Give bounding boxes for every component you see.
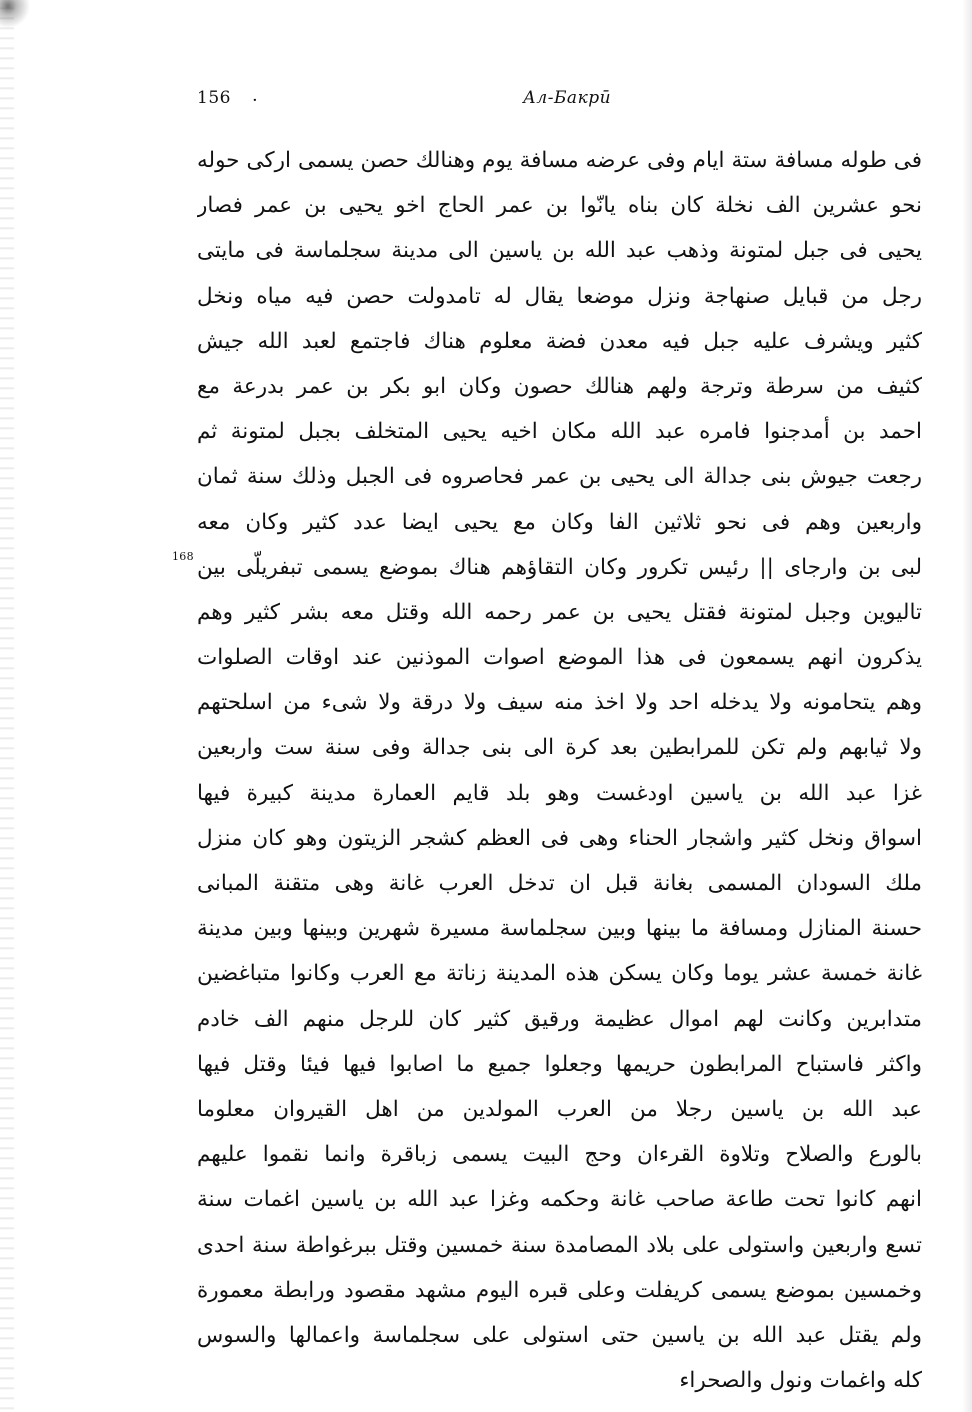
text-line: غزا عبد الله بن ياسين اودغست وهو بلد قايم العمارة مدينة كبيرة فيها (197, 780, 922, 806)
text-line: ملك السودان المسمى بغانة قبل ان تدخل العرب غانة وهى متقنة المبانى (197, 871, 922, 896)
text-line: احمد بن أمدجنوا فامره عبد الله مكان اخيه يحيى المتخلف بجبل لمتونة ثم (197, 419, 922, 445)
text-line: نحو عشرين الف نخلة كان بناه يانّوا بن عمر الحاج اخو يحيى بن عمر فصار (197, 193, 922, 219)
text-line: اسواق ونخل كثير واشجار الحناء وهى فى العظم كشجر الزيتون وهو كان منزل (197, 825, 922, 851)
text-line: يحيى فى جبل لمتونة وذهب عبد الله بن ياسين الى مدينة سجلماسة فى مايتى (197, 238, 922, 264)
arabic-text-block (197, 138, 922, 1403)
text-line: يذكرون انهم يسمعون فى هذا الموضع اصوات الموذنين عند اوقات الصلوات (197, 645, 922, 671)
text-line: حسنة المنازل ومسافة ما بينها وبين سجلماسة مسيرة شهرين وبينها وبين مدينة (197, 916, 922, 942)
text-line: تسع واربعين واستولى على بلاد المصامدة سنة خمسين وقتل ببرغواطة سنة احدى (197, 1232, 922, 1258)
text-line: ولا ثيابهم ولم تكن للمرابطين بعد كرة الى بنى جدالة وفى سنة ست واربعين (197, 735, 922, 761)
text-line: عبد الله بن ياسين رجلا من العرب المولدين من اهل القيروان معلوما (197, 1096, 922, 1122)
text-line: رجعت جيوش بنى جدالة الى يحيى بن عمر فحاصروه فى الجبل وذلك سنة ثمان (197, 464, 922, 490)
text-line: متدابرين وكانت لهم اموال عظيمة ورقيق كثير كان للرجل منهم الف خادم (197, 1006, 922, 1032)
text-line: وهم يتحامونه ولا يدخله احد ولا اخذ منه سيف ولا درقة ولا شىء من اسلحتهم (197, 690, 922, 716)
text-line: ولم يقتل عبد الله بن ياسين حتى استولى على سجلماسة واعمالها والسوس (197, 1322, 922, 1348)
page-header (197, 88, 923, 112)
text-line: كثيف من سرطة وترجة ولهم هنالك حصون وكان ابو بكر بن عمر بدرعة مع (197, 373, 922, 399)
text-line: انهم كانوا تحت طاعة صاحب غانة وحكمه وغزا عبد الله بن ياسين اغمات سنة (197, 1187, 922, 1213)
text-line: غانة خمسة عشر يوما وكان يسكن هذه المدينة زناتة مع العرب وكانوا متباغضين (197, 961, 922, 987)
scan-corner-smudge (0, 0, 40, 34)
text-line: كثير ويشرف عليه جبل فيه معدن فضة معلوم هناك فاجتمع لعبد الله جيش (197, 328, 922, 354)
text-line-final: كله واغمات ونول والصحراء (679, 1368, 922, 1394)
header-dot: · (252, 90, 258, 111)
text-line: واربعين وهم فى نحو ثلاثين الفا وكان مع يحيى ايضا عدد كثير وكان معه (197, 509, 922, 535)
text-line: تاليوين وجبل لمتونة فقتل يحيى بن عمر رحمه الله وقتل معه بشر كثير وهم (197, 599, 922, 625)
margin-folio-number: 168 (172, 550, 194, 563)
text-line: واكثر فاستباح المرابطون حريمها وجعلوا جميع ما اصابوا فيها فيئا وقتل فيها (197, 1051, 922, 1077)
text-line: وخمسين بموضع يسمى كريفلت وعلى قبره اليوم مشهد مقصود ورابطة معمورة (197, 1277, 922, 1303)
page-number: 156 (197, 88, 231, 108)
text-line: فى طوله مسافة ستة ايام وفى عرضه مسافة يوم وهنالك حصن يسمى اركى حوله (197, 148, 922, 173)
running-title: Ал-Бакрӣ (523, 88, 612, 108)
text-line: لبى بن وارجاى || رئيس تكرور وكان التقاؤهم هناك بموضع يسمى تبفريلّى بين (197, 554, 922, 580)
scan-edge-right (962, 0, 972, 1412)
text-line: رجل من قبايل صنهاجة ونزل موضعا يقال له تامدولت حصن فيه مياه ونخل (197, 283, 922, 309)
scan-edge-left (0, 0, 14, 1412)
text-line: بالورع والصلاح وتلاوة القرءان وحج البيت يسمى زباقرة وانما نقموا عليهم (197, 1142, 922, 1168)
